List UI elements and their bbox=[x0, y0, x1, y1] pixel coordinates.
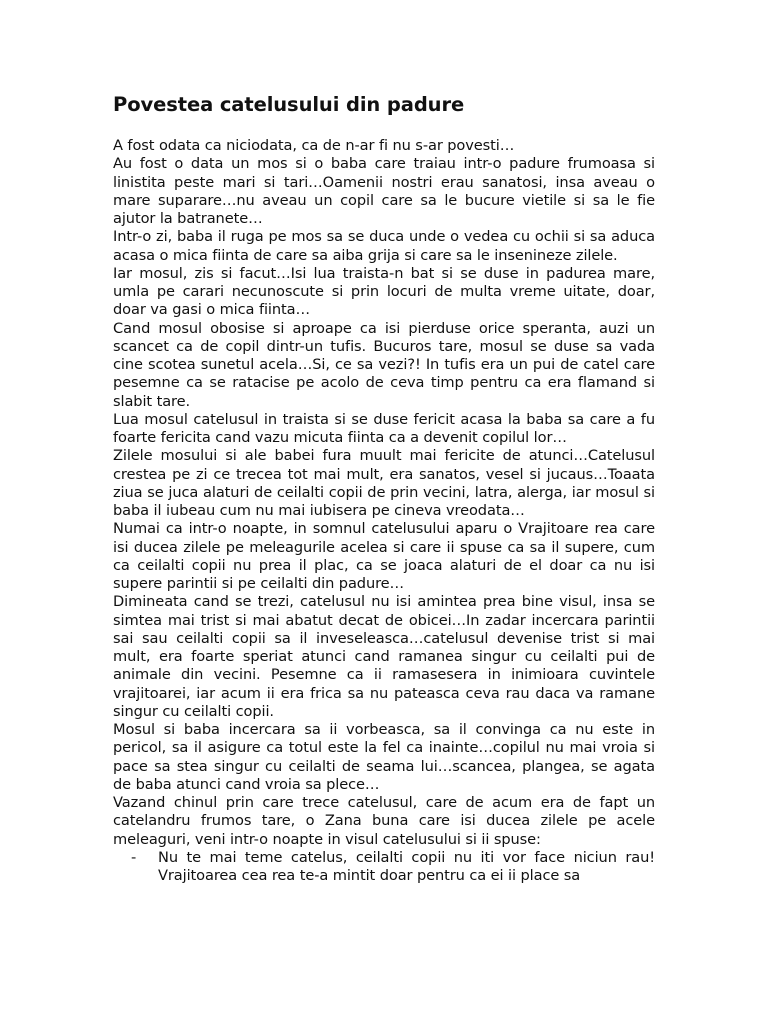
paragraph: Intr-o zi, baba il ruga pe mos sa se duca unde o vedea cu ochii si sa aduca acasa o mica fiinta de care sa aiba grija si care sa le insenineze zilele. bbox=[113, 228, 655, 264]
document-page bbox=[113, 93, 655, 885]
paragraph: Dimineata cand se trezi, catelusul nu isi amintea prea bine visul, insa se simtea mai trist si mai abatut decat de obicei…In zadar incercara parintii sai sau ceilalti copii sa il inveseleasca…catelusul devenise trist si mai mult, era foarte speriat atunci cand ramanea singur cu ceilalti pui de animale din vecini. Pesemne ca ii ramasesera in inimioara cuvintele vrajitoarei, iar acum ii era frica sa nu pateasca ceva rau daca va ramane singur cu ceilalti copii. bbox=[113, 593, 655, 720]
paragraph: Vazand chinul prin care trece catelusul, care de acum era de fapt un catelandru frumos tare, o Zana buna care isi ducea zilele pe acele meleaguri, veni intr-o noapte in visul catelusului si ii spuse: bbox=[113, 794, 655, 848]
document-title: Povestea catelusului din padure bbox=[113, 93, 465, 116]
paragraph: Mosul si baba incercara sa ii vorbeasca, sa il convinga ca nu este in pericol, sa il asigure ca totul este la fel ca inainte…copilul nu mai vroia si pace sa stea singur cu ceilalti de seama lui…scancea, plangea, se agata de baba atunci cand vroia sa plece… bbox=[113, 721, 655, 793]
dialogue-dash: - bbox=[131, 848, 137, 866]
paragraph: Cand mosul obosise si aproape ca isi pierduse orice speranta, auzi un scancet ca de copil dintr-un tufis. Bucuros tare, mosul se duse sa vada cine scotea sunetul acela…Si, ce sa vezi?! In tufis era un pui de catel care pesemne ca se ratacise pe acolo de ceva timp pentru ca era flamand si slabit tare. bbox=[113, 319, 655, 410]
dialogue-text: Nu te mai teme catelus, ceilalti copii nu iti vor face niciun rau! Vrajitoarea cea rea te-a mintit doar pentru ca ei ii place sa bbox=[158, 848, 655, 884]
paragraph: Numai ca intr-o noapte, in somnul catelusului aparu o Vrajitoare rea care isi ducea zilele pe meleagurile acelea si care ii spuse ca sa il supere, cum ca ceilalti copii nu prea il plac, ca se joaca alaturi de el doar ca nu isi supere parintii si pe ceilalti din padure… bbox=[113, 520, 655, 592]
paragraph: Au fost o data un mos si o baba care traiau intr-o padure frumoasa si linistita peste mari si tari…Oamenii nostri erau sanatosi, insa aveau o mare suparare…nu aveau un copil care sa le bucure vietile si sa le fie ajutor la batranete… bbox=[113, 155, 655, 227]
dialogue-line bbox=[113, 849, 655, 886]
paragraph: Lua mosul catelusul in traista si se duse fericit acasa la baba sa care a fu foarte fericita cand vazu micuta fiinta ca a devenit copilul lor… bbox=[113, 410, 655, 446]
paragraph: Zilele mosului si ale babei fura muult mai fericite de atunci…Catelusul crestea pe zi ce trecea tot mai mult, era sanatos, vesel si jucaus…Toaata ziua se juca alaturi de ceilalti copii de prin vecini, latra, alerga, iar mosul si baba il iubeau cum nu mai iubisera pe cineva vreodata… bbox=[113, 447, 655, 519]
paragraph: Iar mosul, zis si facut…Isi lua traista-n bat si se duse in padurea mare, umla pe carari necunoscute si prin locuri de multa vreme uitate, doar, doar va gasi o mica fiinta… bbox=[113, 264, 655, 319]
paragraph: A fost odata ca niciodata, ca de n-ar fi nu s-ar povesti… bbox=[113, 137, 515, 154]
